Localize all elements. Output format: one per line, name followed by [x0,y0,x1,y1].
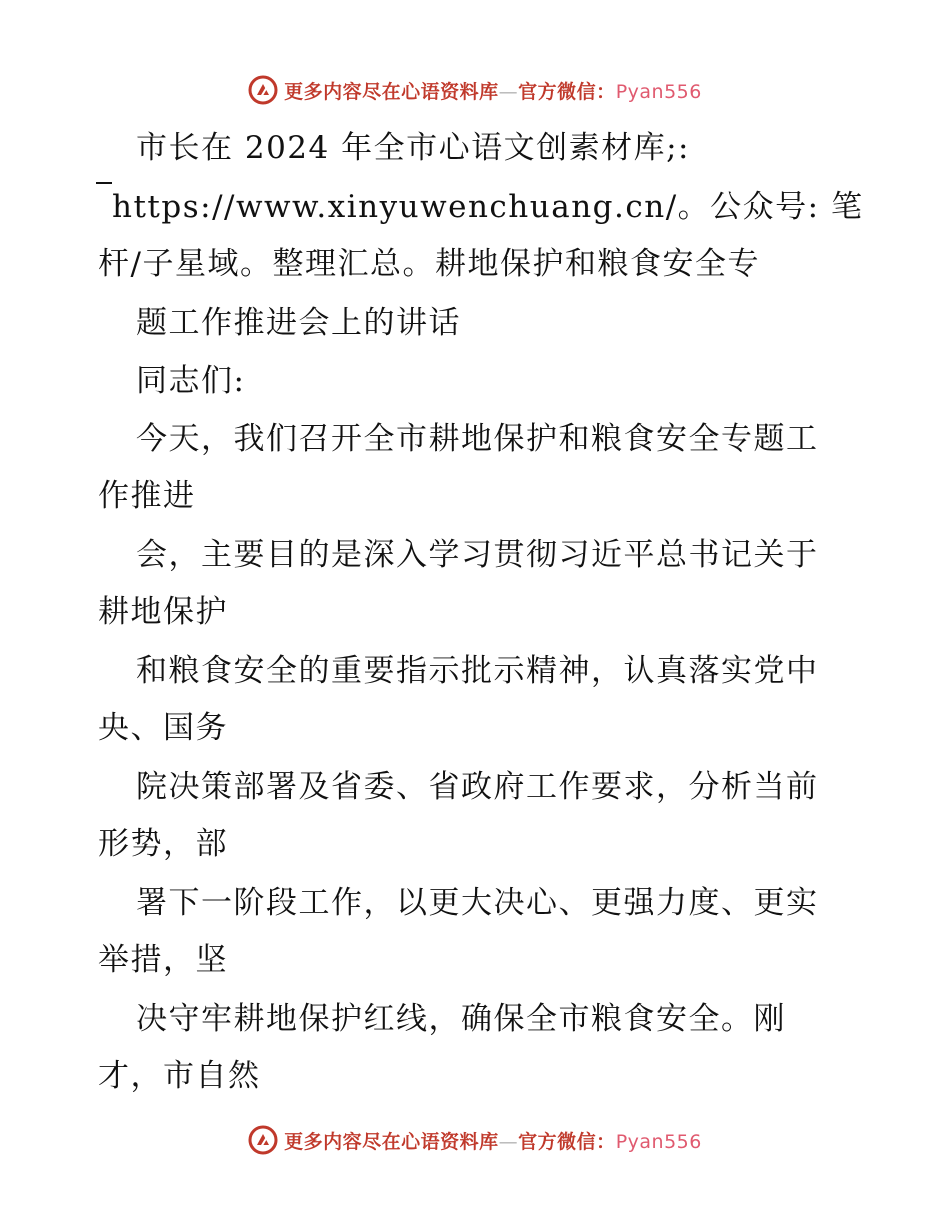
book-quill-icon [248,1125,278,1155]
banner-official-label: 官方微信： [518,80,616,103]
paragraph-line: 院决策部署及省委、省政府工作要求，分析当前 [136,769,819,805]
paragraph-line: 和粮食安全的重要指示批示精神，认真落实党中 [136,653,819,689]
footer-banner [0,1122,950,1158]
salutation: 同志们: [136,363,246,399]
paragraph-line: 作推进 [98,478,196,514]
paragraph-line: 形势，部 [98,826,228,862]
paragraph-line: 举措，坚 [98,942,228,978]
paragraph-line: 耕地保护 [98,594,228,630]
paragraph-line: 署下一阶段工作，以更大决心、更强力度、更实 [136,885,819,921]
text-line: 杆/子星域。整理汇总。耕地保护和粮食安全专 [98,246,760,282]
paragraph-line: 今天，我们召开全市耕地保护和粮食安全专题工 [136,421,819,457]
banner-text [284,1127,702,1154]
paragraph-line: 决守牢耕地保护红线，确保全市粮食安全。刚 [136,1001,786,1037]
text-line: 市长在 2024 年全市心语文创素材库;: [136,130,690,166]
banner-wechat-id: Pyan556 [615,80,702,103]
paragraph-line: 央、国务 [98,710,228,746]
banner-text [284,77,702,104]
header-banner [0,72,950,108]
paragraph-line: 会，主要目的是深入学习贯彻习近平总书记关于 [136,537,819,573]
banner-main-text: 更多内容尽在心语资料库 [284,80,499,103]
banner-separator: — [498,80,519,103]
book-quill-icon [248,75,278,105]
speech-title-line: 题工作推进会上的讲话 [136,305,461,341]
stray-dash-mark [96,182,112,184]
banner-wechat-id: Pyan556 [615,1130,702,1153]
banner-separator: — [498,1130,519,1153]
banner-official-label: 官方微信： [518,1130,616,1153]
paragraph-line: 才，市自然 [98,1058,261,1094]
banner-main-text: 更多内容尽在心语资料库 [284,1130,499,1153]
url-line: https://www.xinyuwenchuang.cn/。公众号: 笔 [112,189,864,225]
